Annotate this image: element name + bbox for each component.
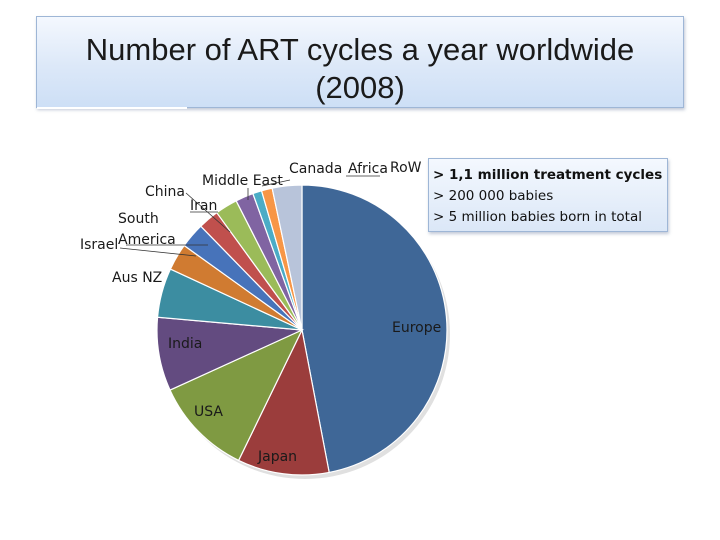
slice-label-india: India	[168, 336, 203, 352]
slice-label-row: RoW	[390, 160, 422, 176]
slice-label-israel: Israel	[80, 237, 119, 253]
summary-line-total: > 5 million babies born in total	[433, 209, 642, 225]
slice-label-africa: Africa	[348, 161, 388, 177]
slide-title: Number of ART cycles a year worldwide (2008)	[85, 32, 635, 105]
slice-label-south-america-2: America	[118, 232, 176, 248]
slice-label-europe: Europe	[392, 320, 442, 336]
slice-label-aus-nz: Aus NZ	[112, 270, 163, 286]
summary-line-babies: > 200 000 babies	[433, 188, 554, 204]
slice-label-canada: Canada	[289, 161, 343, 177]
slice-label-japan: Japan	[258, 449, 298, 465]
slice-label-china: China	[145, 184, 185, 200]
slice-label-middle-east: Middle East	[202, 173, 283, 189]
summary-line-cycles: > 1,1 million treatment cycles	[433, 167, 663, 183]
slice-label-iran: Iran	[190, 198, 218, 214]
slice-label-south-america-1: South	[118, 211, 159, 227]
slice-label-usa: USA	[194, 404, 223, 420]
